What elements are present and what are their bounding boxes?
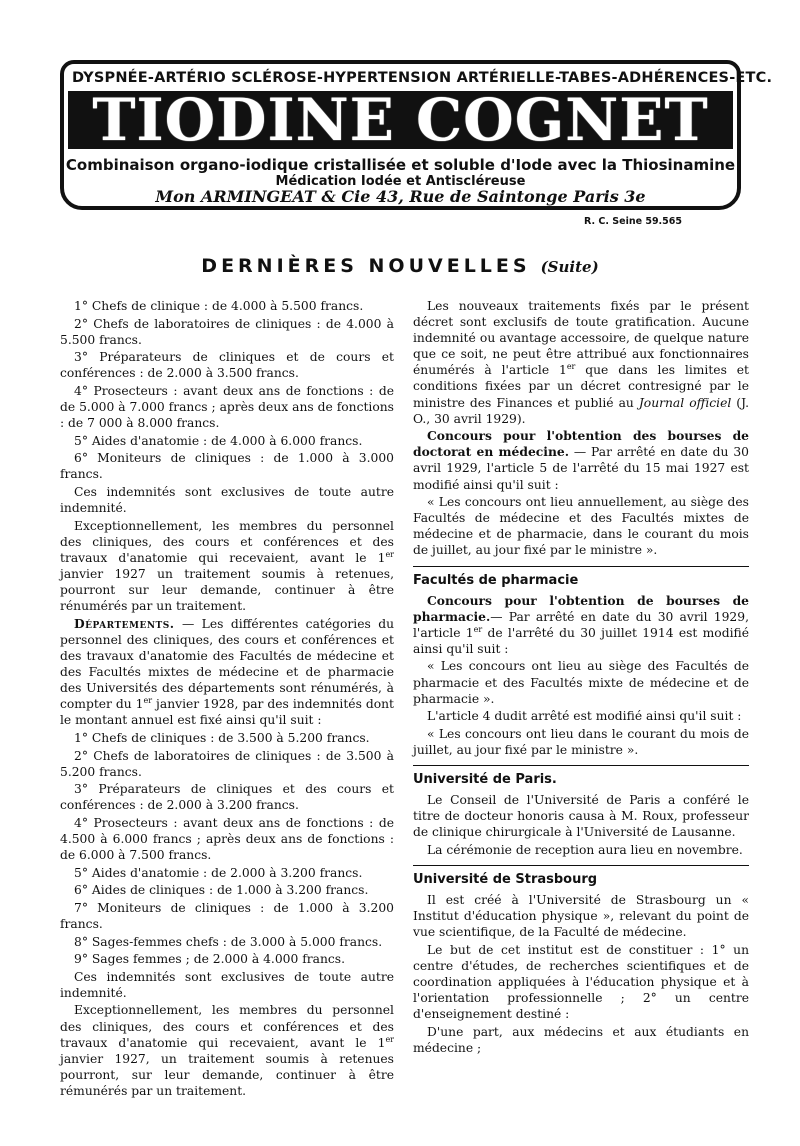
paragraph <box>60 518 394 615</box>
right-column <box>413 298 749 1058</box>
text: Les nouveaux traitements fixés par le présent décret sont exclusifs de toute gratification. Aucune indemnité ou avantage accessoire, de quelque nature que ce soit, ne peut être attribué aux fonctionnaires énumérés à l'article 1 <box>413 299 749 378</box>
paragraph: 8° Sages-femmes chefs : de 3.000 à 5.000 francs. <box>74 934 383 949</box>
paragraph: Ces indemnités sont exclusives de toute autre indemnité. <box>60 969 394 1000</box>
text: Exceptionnellement, les membres du personnel des cliniques, des cours et conférences et des travaux d'anatomie qui recevaient, avant le 1 <box>60 518 394 565</box>
paragraph: Le Conseil de l'Université de Paris a conféré le titre de docteur honoris causa à M. Roux, professeur de clinique chirurgicale à l'Université de Lausanne. <box>413 793 749 840</box>
paragraph: 2° Chefs de laboratoires de cliniques : de 4.000 à 5.500 francs. <box>60 316 394 347</box>
paragraph <box>413 428 749 492</box>
paragraph <box>413 298 749 427</box>
paragraph: La cérémonie de reception aura lieu en novembre. <box>427 842 743 857</box>
section-title <box>0 255 800 277</box>
paragraph: « Les concours ont lieu dans le courant du mois de juillet, au jour fixé par le ministre ». <box>413 726 749 757</box>
paragraph: 4° Prosecteurs : avant deux ans de fonctions : de de 5.000 à 7.000 francs ; après deux ans de fonctions : de 7 000 à 8.000 francs. <box>60 383 394 431</box>
ad-address: Mon ARMINGEAT & Cie 43, Rue de Saintonge Paris 3e <box>155 187 646 206</box>
text: de l'arrêté du 30 juillet 1914 est modifié ainsi qu'il suit : <box>413 625 749 656</box>
paragraph: Le but de cet institut est de constituer : 1° un centre d'études, de recherches scientifiques et de coordination appliquées à l'éducation physique et à l'orientation professionnelle ; 2° un centre d'enseignement destiné : <box>413 942 749 1022</box>
subheading-strasbourg: Université de Strasbourg <box>413 865 749 888</box>
subheading-pharmacie: Facultés de pharmacie <box>413 566 749 589</box>
superscript: er <box>385 549 394 559</box>
paragraph <box>60 616 394 729</box>
superscript: er <box>143 696 153 706</box>
paragraph: 3° Préparateurs de cliniques et des cours et conférences : de 2.000 à 3.200 francs. <box>60 782 394 813</box>
subheading-paris: Université de Paris. <box>413 765 749 788</box>
paragraph: 3° Préparateurs de cliniques et de cours et conférences : de 2.000 à 3.500 francs. <box>60 350 394 381</box>
paragraph: 7° Moniteurs de cliniques : de 1.000 à 3.200 francs. <box>60 900 394 931</box>
text: (J. O., 30 avril 1929). <box>413 395 749 426</box>
ad-indications: DYSPNÉE-ARTÉRIO SCLÉROSE-HYPERTENSION ARTÉRIELLE-TABES-ADHÉRENCES-ETC. <box>72 70 773 86</box>
superscript: er <box>473 624 483 634</box>
paragraph <box>60 1002 394 1099</box>
superscript: er <box>566 362 576 372</box>
left-column <box>60 298 394 1101</box>
paragraph: « Les concours ont lieu annuellement, au siège des Facultés de médecine et des Facultés mixtes de médecine et de pharmacie, dans le courant du mois de juillet, au jour fixé par le ministre ». <box>413 495 749 558</box>
registry-number: R. C. Seine 59.565 <box>583 216 682 227</box>
paragraph: Ces indemnités sont exclusives de toute autre indemnité. <box>60 485 394 516</box>
text: — Les différentes catégories du personnel des cliniques, des cours et conférences et des travaux d'anatomie des Facultés de médecine et des Facultés mixtes de médecine et de pharmacie des Universités des départements sont rénumérés, à compter du 1 <box>60 616 394 712</box>
paragraph-lead: Concours pour l'obtention de bourses de pharmacie. <box>413 592 749 624</box>
ad-brand-name: TIODINE COGNET <box>68 91 733 149</box>
text: que dans les limites et conditions fixées par un décret contresigné par le ministre des Finances et publié au <box>413 363 749 410</box>
paragraph: D'une part, aux médecins et aux étudiants en médecine ; <box>413 1024 749 1055</box>
paragraph: « Les concours ont lieu au siège des Facultés de pharmacie et des Facultés mixte de médecine et de pharmacie ». <box>413 659 749 706</box>
paragraph: 9° Sages femmes ; de 2.000 à 4.000 francs. <box>74 952 346 967</box>
paragraph: 4° Prosecteurs : avant deux ans de fonctions : de 4.500 à 6.000 francs ; après deux ans de fonctions : de 6.000 à 7.500 francs. <box>60 815 394 863</box>
text: — Par arrêté en date du 30 avril 1929, l'article 5 de l'arrêté du 15 mai 1927 est modifié ainsi qu'il suit : <box>413 445 749 492</box>
journal-name: Journal officiel <box>638 395 732 410</box>
text: janvier 1927 un traitement soumis à retenues, pourront sur leur demande, continuer à être rénumérés par un traitement. <box>60 567 394 614</box>
ad-medication: Médication Iodée et Antiscléreuse <box>275 174 526 189</box>
paragraph: 6° Aides de cliniques : de 1.000 à 3.200 francs. <box>74 883 369 898</box>
paragraph: 2° Chefs de laboratoires de cliniques : de 3.500 à 5.200 francs. <box>60 748 394 779</box>
paragraph-lead: Départements. <box>74 615 175 631</box>
text: janvier 1928, par des indemnités dont le montant annuel est fixé ainsi qu'il suit : <box>60 697 394 728</box>
paragraph: 6° Moniteurs de cliniques : de 1.000 à 3.000 francs. <box>60 451 394 482</box>
paragraph-lead: Concours pour l'obtention des bourses de doctorat en médecine. <box>413 428 749 460</box>
paragraph: L'article 4 dudit arrêté est modifié ainsi qu'il suit : <box>427 709 742 724</box>
advertisement-box <box>60 60 773 210</box>
paragraph: 1° Chefs de cliniques : de 3.500 à 5.200 francs. <box>74 730 370 745</box>
paragraph: 5° Aides d'anatomie : de 4.000 à 6.000 francs. <box>74 433 363 448</box>
paragraph: 5° Aides d'anatomie : de 2.000 à 3.200 francs. <box>74 865 363 880</box>
text: — Par arrêté en date du 30 avril 1929, l'article 1 <box>413 609 749 640</box>
text: janvier 1927, un traitement soumis à retenues pourront, sur leur demande, continuer à être rémunérés par un traitement. <box>60 1051 394 1098</box>
text: Exceptionnellement, les membres du personnel des cliniques, des cours et conférences et des travaux d'anatomie qui recevaient, avant le 1 <box>60 1003 394 1050</box>
section-title-main: DERNIÈRES NOUVELLES <box>201 255 531 277</box>
section-title-suite: (Suite) <box>540 258 599 276</box>
superscript: er <box>385 1034 394 1044</box>
ad-description: Combinaison organo-iodique cristallisée et soluble d'Iode avec la Thiosinamine <box>65 156 736 174</box>
paragraph: 1° Chefs de clinique : de 4.000 à 5.500 francs. <box>74 299 364 313</box>
paragraph <box>413 593 749 657</box>
paragraph: Il est créé à l'Université de Strasbourg un « Institut d'éducation physique », relevant du point de vue scientifique, de la Faculté de médecine. <box>413 893 749 940</box>
